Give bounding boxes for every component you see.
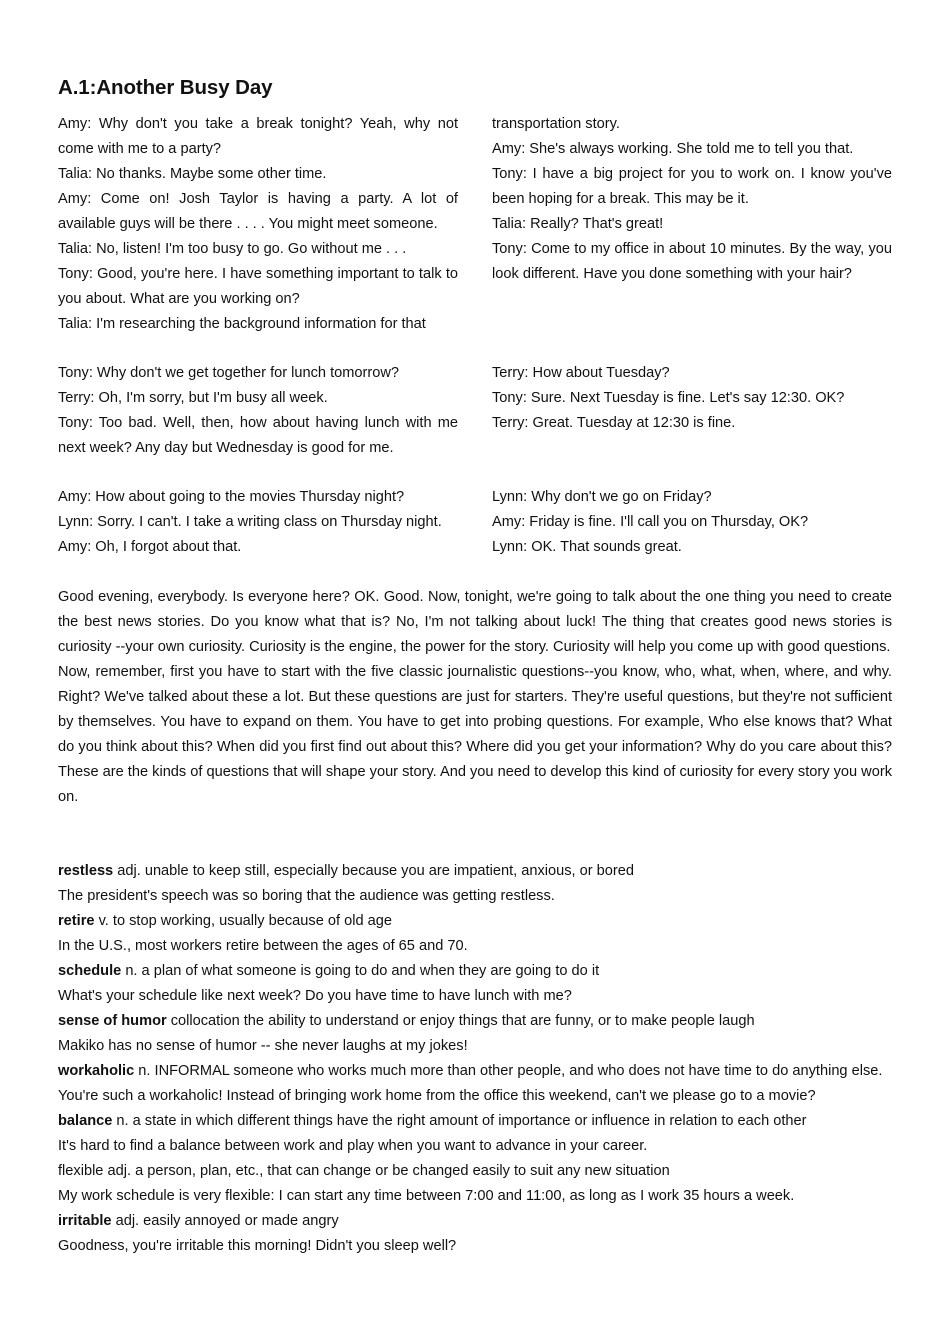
vocab-entry <box>58 1009 892 1034</box>
dialog-2 <box>58 361 892 461</box>
dialog-line: Amy: Oh, I forgot about that. <box>58 539 242 555</box>
dialog-line: Amy: Why don't you take a break tonight? Yeah, why not come with me to a party? <box>58 116 458 157</box>
vocab-entry <box>58 909 892 934</box>
dialog-line: Lynn: OK. That sounds great. <box>492 539 682 555</box>
vocab-definition: n. a plan of what someone is going to do and when they are going to do it <box>121 963 600 979</box>
vocab-word: irritable <box>58 1213 112 1229</box>
vocab-example: What's your schedule like next week? Do you have time to have lunch with me? <box>58 988 572 1004</box>
vocab-definition: collocation the ability to understand or enjoy things that are funny, or to make people laugh <box>166 1013 755 1029</box>
dialog-line: Tony: I have a big project for you to work on. I know you've been hoping for a break. This may be it. <box>492 166 892 207</box>
dialog-line: Terry: How about Tuesday? <box>492 365 670 381</box>
dialog-line: Amy: Come on! Josh Taylor is having a party. A lot of available guys will be there . . . . You might meet someone. <box>58 191 458 232</box>
vocab-example: It's hard to find a balance between work and play when you want to advance in your career. <box>58 1138 648 1154</box>
vocabulary-list <box>58 859 892 1259</box>
vocab-word: balance <box>58 1113 113 1129</box>
vocab-word: sense of humor <box>58 1013 167 1029</box>
dialog-2-right-column <box>492 361 892 461</box>
speech-paragraph: Now, remember, first you have to start with the five classic journalistic questions--you know, who, what, when, where, and why. Right? We've talked about these a lot. But these questions are just for starters. They're useful questions, but they're not sufficient by themselves. You have to expand on them. You have to get into probing questions. For example, Who else knows that? What do you think about this? When did you first find out about this? Where did you get your information? Why do you care about this? These are the kinds of questions that will shape your story. And you need to develop this kind of curiosity for every story you work on. <box>58 664 892 805</box>
dialog-line: Lynn: Sorry. I can't. I take a writing class on Thursday night. <box>58 514 442 530</box>
speech-section <box>58 585 892 810</box>
dialog-line: Tony: Too bad. Well, then, how about having lunch with me next week? Any day but Wednesday is good for me. <box>58 415 458 456</box>
dialog-2-left-column <box>58 361 458 461</box>
dialog-line: Terry: Great. Tuesday at 12:30 is fine. <box>492 415 736 431</box>
dialog-line: Talia: No, listen! I'm too busy to go. Go without me . . . <box>58 241 407 257</box>
dialog-line: Talia: Really? That's great! <box>492 216 664 232</box>
dialog-1-right-column <box>492 112 892 337</box>
vocab-definition: n. INFORMAL someone who works much more than other people, and who does not have time to do anything else. <box>134 1063 883 1079</box>
vocab-definition: adj. easily annoyed or made angry <box>111 1213 339 1229</box>
vocab-example: Goodness, you're irritable this morning! Didn't you sleep well? <box>58 1238 457 1254</box>
dialog-line: Terry: Oh, I'm sorry, but I'm busy all week. <box>58 390 328 406</box>
vocab-example: The president's speech was so boring that the audience was getting restless. <box>58 888 555 904</box>
dialog-line: Tony: Sure. Next Tuesday is fine. Let's say 12:30. OK? <box>492 390 845 406</box>
vocab-entry <box>58 1059 892 1084</box>
vocab-entry <box>58 859 892 884</box>
dialog-line: Amy: Friday is fine. I'll call you on Thursday, OK? <box>492 514 809 530</box>
dialog-line: Tony: Come to my office in about 10 minutes. By the way, you look different. Have you done something with your hair? <box>492 241 892 282</box>
dialog-line: Tony: Good, you're here. I have something important to talk to you about. What are you working on? <box>58 266 458 307</box>
dialog-line: transportation story. <box>492 116 620 132</box>
vocab-entry <box>58 1209 892 1234</box>
dialog-3-left-column <box>58 485 458 560</box>
dialog-line: Amy: How about going to the movies Thursday night? <box>58 489 405 505</box>
dialog-1-left-column <box>58 112 458 337</box>
vocab-definition: flexible adj. a person, plan, etc., that can change or be changed easily to suit any new situation <box>58 1163 670 1179</box>
vocab-example: In the U.S., most workers retire between the ages of 65 and 70. <box>58 938 468 954</box>
vocab-definition: adj. unable to keep still, especially because you are impatient, anxious, or bored <box>113 863 635 879</box>
dialog-line: Lynn: Why don't we go on Friday? <box>492 489 712 505</box>
vocab-definition: n. a state in which different things have the right amount of importance or influence in relation to each other <box>112 1113 807 1129</box>
dialog-line: Talia: No thanks. Maybe some other time. <box>58 166 327 182</box>
vocab-entry <box>58 1109 892 1134</box>
page-title: A.1:Another Busy Day <box>58 76 273 99</box>
dialog-1 <box>58 112 892 337</box>
vocab-entry <box>58 1159 892 1184</box>
dialog-3-right-column <box>492 485 892 560</box>
dialog-3 <box>58 485 892 560</box>
vocab-example: You're such a workaholic! Instead of bringing work home from the office this weekend, can't we please go to a movie? <box>58 1088 816 1104</box>
dialog-line: Talia: I'm researching the background information for that <box>58 316 426 332</box>
vocab-word: workaholic <box>58 1063 135 1079</box>
vocab-word: restless <box>58 863 114 879</box>
dialog-line: Amy: She's always working. She told me to tell you that. <box>492 141 854 157</box>
vocab-definition: v. to stop working, usually because of old age <box>94 913 392 929</box>
vocab-word: retire <box>58 913 95 929</box>
vocab-entry <box>58 959 892 984</box>
speech-paragraph: Good evening, everybody. Is everyone here? OK. Good. Now, tonight, we're going to talk about the one thing you need to create the best news stories. Do you know what that is? No, I'm not talking about luck! The thing that creates good news stories is curiosity --your own curiosity. Curiosity is the engine, the power for the story. Curiosity will help you come up with good questions. <box>58 589 892 655</box>
vocab-example: My work schedule is very flexible: I can start any time between 7:00 and 11:00, as long as I work 35 hours a week. <box>58 1188 795 1204</box>
vocab-example: Makiko has no sense of humor -- she never laughs at my jokes! <box>58 1038 468 1054</box>
dialog-line: Tony: Why don't we get together for lunch tomorrow? <box>58 365 400 381</box>
vocab-word: schedule <box>58 963 122 979</box>
